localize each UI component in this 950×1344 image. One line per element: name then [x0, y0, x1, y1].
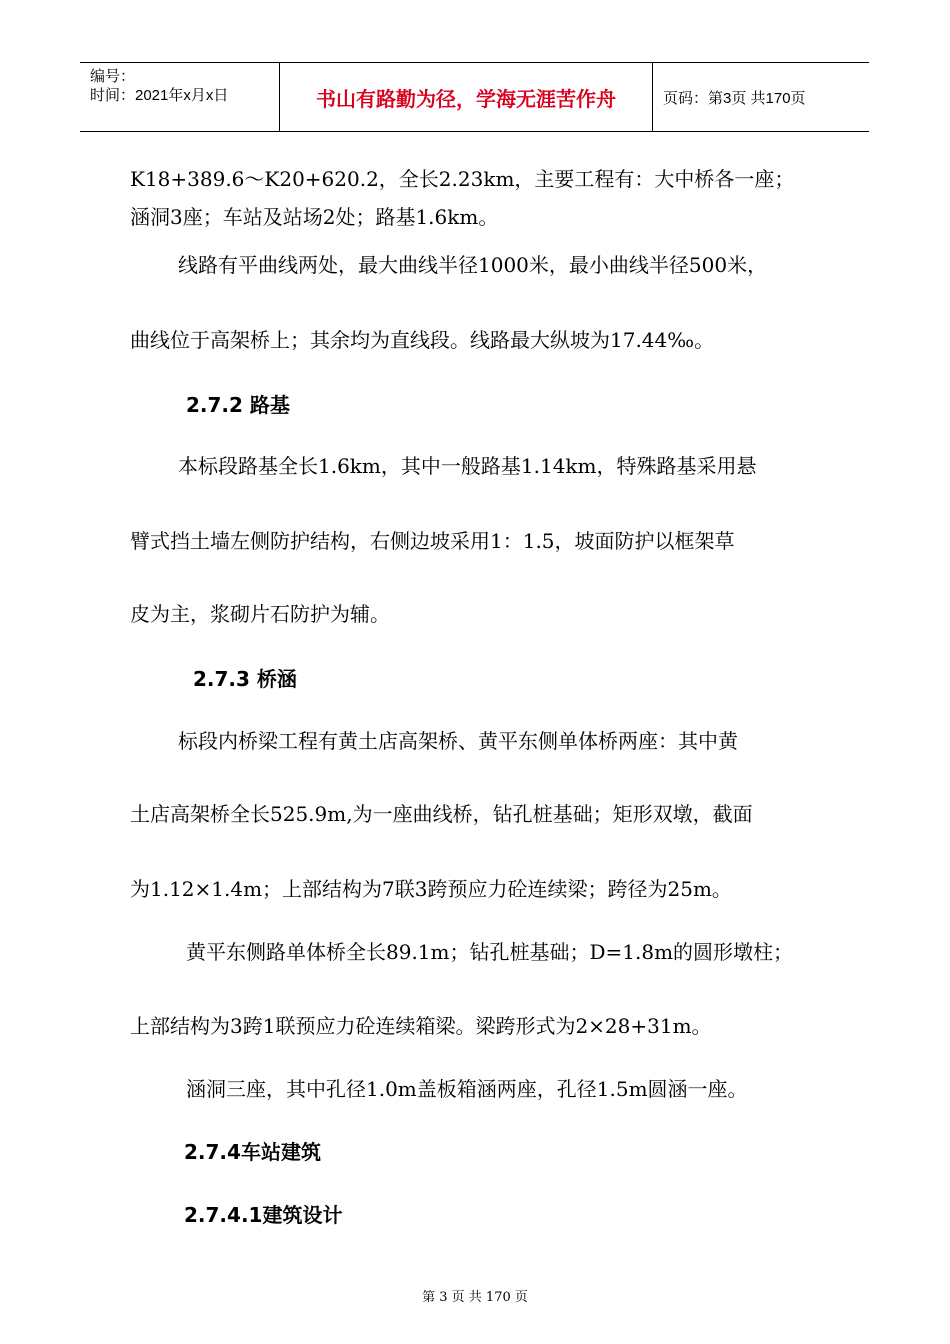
paragraph-line: 本标段路基全长1.6km，其中一般路基1.14km，特殊路基采用悬: [178, 454, 757, 478]
number-label: 编号：: [90, 68, 136, 85]
paragraph-line: K18+389.6～K20+620.2，全长2.23km，主要工程有：大中桥各一座；: [130, 167, 795, 191]
header-page-info: 页码：第3页 共170页: [663, 89, 806, 107]
section-heading: 2.7.2 路基: [186, 393, 290, 417]
header-meta: [80, 63, 280, 131]
paragraph-line: 土店高架桥全长525.9m,为一座曲线桥，钻孔桩基础；矩形双墩，截面: [130, 802, 753, 826]
section-heading: 2.7.4车站建筑: [184, 1140, 321, 1164]
section-heading: 2.7.3 桥涵: [193, 667, 297, 691]
section-heading: 2.7.4.1建筑设计: [184, 1203, 343, 1227]
paragraph-line: 标段内桥梁工程有黄土店高架桥、黄平东侧单体桥两座：其中黄: [178, 729, 738, 753]
paragraph-line: 臂式挡土墙左侧防护结构，右侧边坡采用1：1.5，坡面防护以框架草: [130, 529, 735, 553]
paragraph-line: 上部结构为3跨1联预应力砼连续箱梁。梁跨形式为2×28+31m。: [130, 1014, 712, 1038]
header-motto: 书山有路勤为径，学海无涯苦作舟: [280, 63, 653, 131]
paragraph-line: 皮为主，浆砌片石防护为辅。: [130, 602, 390, 626]
paragraph-line: 曲线位于高架桥上；其余均为直线段。线路最大纵坡为17.44‰。: [130, 328, 715, 352]
paragraph-line: 涵洞三座，其中孔径1.0m盖板箱涵两座，孔径1.5m圆涵一座。: [186, 1077, 748, 1101]
page-header: [80, 62, 869, 132]
paragraph-line: 黄平东侧路单体桥全长89.1m；钻孔桩基础；D=1.8m的圆形墩柱；: [186, 940, 794, 964]
paragraph-line: 涵洞3座；车站及站场2处；路基1.6km。: [130, 205, 499, 229]
paragraph-line: 线路有平曲线两处，最大曲线半径1000米，最小曲线半径500米，: [178, 253, 768, 277]
page-footer: 第 3 页 共 170 页: [422, 1290, 528, 1305]
paragraph-line: 为1.12×1.4m；上部结构为7联3跨预应力砼连续梁；跨径为25m。: [130, 877, 732, 901]
time-label: 时间：2021年x月x日: [90, 87, 229, 104]
